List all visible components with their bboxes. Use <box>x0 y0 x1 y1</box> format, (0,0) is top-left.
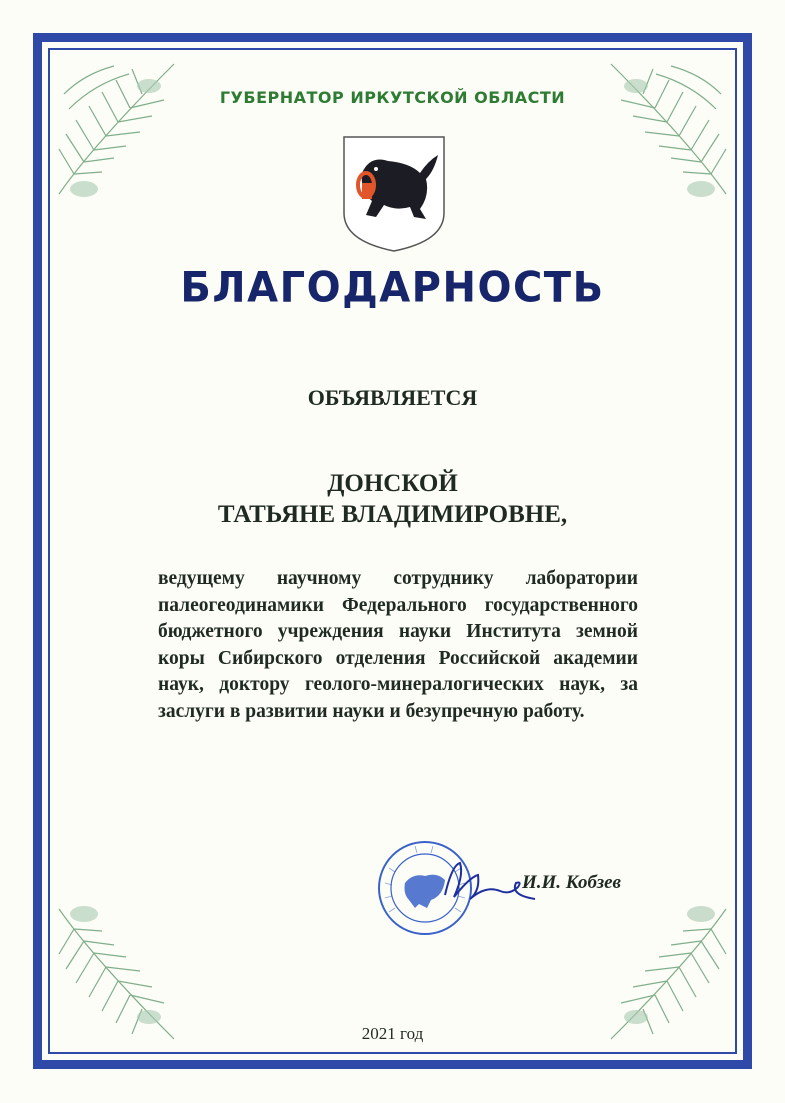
pine-branch-icon <box>54 54 184 204</box>
recipient-name <box>0 468 785 530</box>
recipient-given-names: ТАТЬЯНЕ ВЛАДИМИРОВНЕ, <box>217 501 568 528</box>
announcement-text: ОБЪЯВЛЯЕТСЯ <box>307 385 478 410</box>
document-title: БЛАГОДАРНОСТЬ <box>180 263 605 313</box>
recipient-surname: ДОНСКОЙ <box>327 470 458 497</box>
issuer-heading: ГУБЕРНАТОР ИРКУТСКОЙ ОБЛАСТИ <box>219 88 566 107</box>
issue-year: 2021 год <box>361 1024 424 1043</box>
signer-name: И.И. Кобзев <box>522 872 622 893</box>
irkutsk-coat-of-arms-icon <box>340 133 448 255</box>
pine-branch-icon <box>601 54 731 204</box>
citation-text: ведущему научному сотруднику лаборатории палеогеодинамики Федерального государственного бюджетного учреждения науки Института земной коры Сибирского отделения Российской академии наук, доктору геолого-минералогических наук, за заслуги в развитии науки и безупречную работу. <box>158 568 638 722</box>
